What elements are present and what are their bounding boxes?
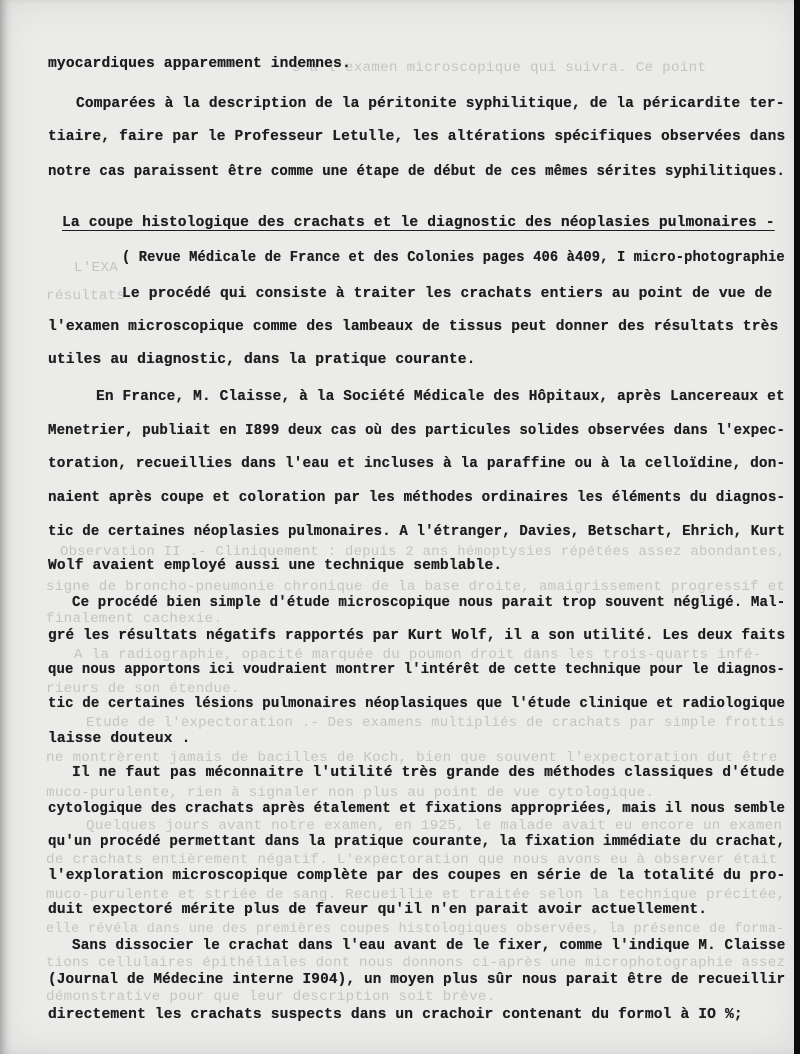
text-line: l'examen microscopique comme des lambeaux de tissus peut donner des résultats très: [48, 319, 779, 335]
text-line: laisse douteux .: [48, 731, 191, 747]
text-line: Le procédé qui consiste à traiter les crachats entiers au point de vue de: [122, 286, 773, 302]
text-line: que nous apportons ici voudraient montrer l'intérêt de cette technique pour le diagnos-: [48, 662, 785, 678]
text-line: tic de certaines lésions pulmonaires néoplasiques que l'étude clinique et radiologique: [48, 696, 786, 712]
text-line: tiaire, faire par le Professeur Letulle, les altérations spécifiques observées dans: [48, 129, 786, 145]
section-heading: La coupe histologique des crachats et le diagnostic des néoplasies pulmonaires -: [62, 215, 775, 231]
ghost-line: rieurs de son étendue.: [46, 681, 240, 697]
ghost-line: A la radiographie, opacité marquée du poumon droit dans les trois-quarts infé-: [74, 647, 762, 663]
text-line: notre cas paraissent être comme une étape de début de ces mêmes sérites syphilitiques.: [48, 164, 786, 180]
text-line: l'exploration microscopique complète par des coupes en série de la totalité du pro-: [48, 868, 786, 884]
text-line: Menetrier, publiait en I899 deux cas où des particules solides observées dans l'expec-: [48, 423, 786, 439]
text-line: Ce procédé bien simple d'étude microscopique nous parait trop souvent négligé. Mal-: [72, 595, 786, 611]
ghost-line: Quelques jours avant notre examen, en 1925, le malade avait eu encore un examen: [86, 818, 783, 834]
text-line: utiles au diagnostic, dans la pratique courante.: [48, 352, 476, 368]
ghost-line: finalement cachexie.: [46, 611, 223, 627]
ghost-line: résultats: [46, 288, 126, 304]
ghost-line: L'EXA: [74, 260, 119, 276]
text-line: qu'un procédé permettant dans la pratique courante, la fixation immédiate du crachat,: [48, 834, 786, 850]
text-line: duit expectoré mérite plus de faveur qu'il n'en parait avoir actuellement.: [48, 902, 708, 918]
text-line: toration, recueillies dans l'eau et incluses à la paraffine ou à la celloïdine, don-: [48, 456, 786, 472]
ghost-line: s à l'examen microscopique qui suivra. Ce point: [292, 60, 707, 76]
text-line: Sans dissocier le crachat dans l'eau avant de le fixer, comme l'indique M. Claisse: [72, 938, 786, 954]
text-line: Comparées à la description de la péritonite syphilitique, de la péricardite ter-: [76, 96, 785, 112]
text-line: (Journal de Médecine interne I904), un moyen plus sûr nous parait être de recueillir: [48, 972, 786, 988]
ghost-line: de crachats entièrement négatif. L'expectoration que nous avons eu à observer était: [46, 852, 778, 868]
text-line: En France, M. Claisse, à la Société Médicale des Hôpitaux, après Lancereaux et: [96, 389, 785, 405]
ghost-line: muco-purulente, rien à signaler non plus au point de vue cytologique.: [46, 785, 655, 801]
ghost-line: Observation II .- Cliniquement : depuis 2 ans hémoptysies répétées assez abondantes,: [60, 544, 786, 560]
text-line: naient après coupe et coloration par les méthodes ordinaires les éléments du diagnos-: [48, 490, 786, 506]
ghost-line: elle révéla dans une des premières coupes histologiques observées, la présence de forma-: [46, 921, 785, 937]
ghost-line: ne montrèrent jamais de bacilles de Koch, bien que souvent l'expectoration dut être: [46, 750, 778, 766]
text-line: Il ne faut pas méconnaitre l'utilité très grande des méthodes classiques d'étude: [72, 765, 785, 781]
citation-line: ( Revue Médicale de France et des Colonies pages 406 à409, I micro-photographie: [122, 250, 785, 266]
text-line: myocardiques apparemment indemnes.: [48, 56, 351, 72]
ghost-line: Etude de l'expectoration .- Des examens multipliés de crachats par simple frottis: [86, 715, 785, 731]
ghost-line: muco-purulente et striée de sang. Recueillie et traitée selon la technique précitée,: [46, 887, 786, 903]
ghost-line: tions cellulaires épithéliales dont nous donnons ci-après une microphotographie assez: [46, 955, 786, 971]
ghost-line: signe de broncho-pneumonie chronique de la base droite, amaigrissement progressif et: [46, 579, 786, 595]
text-line: Wolf avaient employé aussi une technique semblable.: [48, 558, 503, 574]
ghost-line: démonstrative pour que leur description soit brève.: [46, 989, 496, 1005]
text-line: cytologique des crachats après étalement et fixations appropriées, mais il nous semble: [48, 801, 786, 817]
text-line: tic de certaines néoplasies pulmonaires. A l'étranger, Davies, Betschart, Ehrich, Kurt: [48, 524, 786, 540]
text-line: directement les crachats suspects dans un crachoir contenant du formol à IO %;: [48, 1007, 743, 1023]
text-line: gré les résultats négatifs rapportés par Kurt Wolf, il a son utilité. Les deux faits: [48, 628, 786, 644]
